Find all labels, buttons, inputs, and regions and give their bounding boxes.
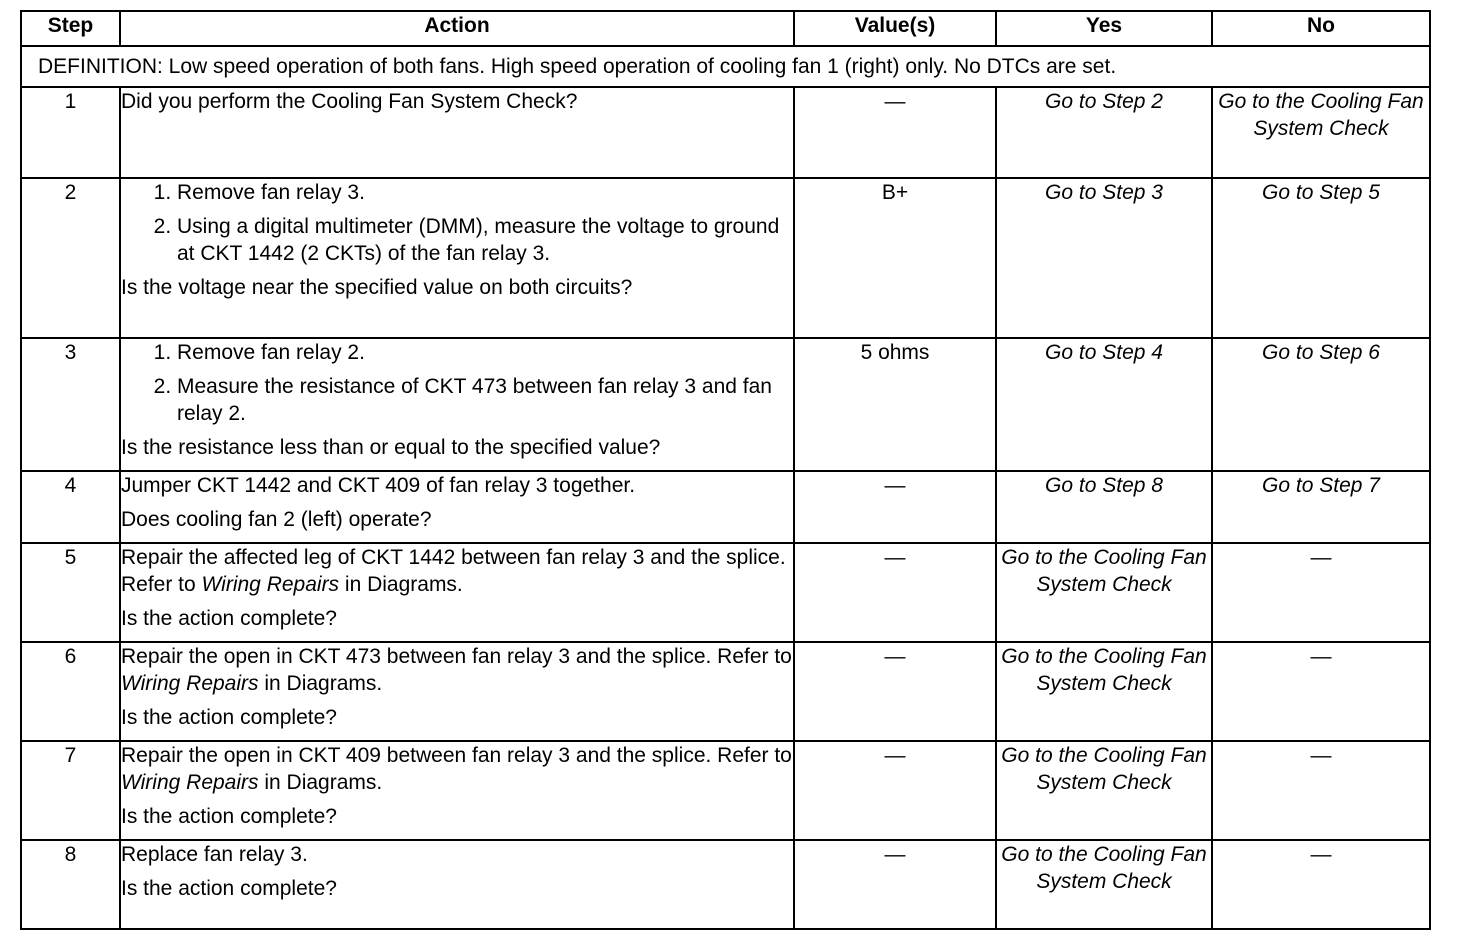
action-cell [120,178,794,338]
action-question: Is the action complete? [121,706,337,729]
no-cell: Go to Step 6 [1212,338,1430,471]
action-question: Is the resistance less than or equal to the specified value? [121,436,661,459]
action-list [121,179,793,267]
action-question: Is the action complete? [121,877,337,900]
header-step: Step [21,11,120,46]
value-cell: — [794,741,996,840]
no-cell: — [1212,543,1430,642]
action-list [121,339,793,427]
action-question: Does cooling fan 2 (left) operate? [121,508,432,531]
action-text: Jumper CKT 1442 and CKT 409 of fan relay 3 together. [121,474,636,497]
table-row [21,741,1430,840]
action-question: Is the action complete? [121,805,337,828]
definition-text: DEFINITION: Low speed operation of both fans. High speed operation of cooling fan 1 (right) only. No DTCs are set. [21,46,1430,87]
definition-row [21,46,1430,87]
step-number: 3 [21,338,120,471]
action-text [121,544,793,598]
yes-cell: Go to the Cooling Fan System Check [996,642,1212,741]
wiring-repairs-ref: Wiring Repairs [121,771,259,794]
value-cell: 5 ohms [794,338,996,471]
action-text [121,742,793,796]
action-text-pre: Repair the open in CKT 473 between fan relay 3 and the splice. Refer to [121,645,792,668]
header-row [21,11,1430,46]
value-cell: — [794,840,996,929]
action-text [121,643,793,697]
action-question: Is the voltage near the specified value on both circuits? [121,276,633,299]
list-item: 2. Using a digital multimeter (DMM), measure the voltage to ground at CKT 1442 (2 CKTs) of the fan relay 3. [177,213,793,267]
wiring-repairs-ref: Wiring Repairs [201,573,340,596]
table-row [21,471,1430,543]
yes-cell: Go to Step 8 [996,471,1212,543]
wiring-repairs-ref: Wiring Repairs [121,672,259,695]
action-cell [120,471,794,543]
list-item: 2. Measure the resistance of CKT 473 between fan relay 3 and fan relay 2. [177,373,793,427]
value-cell: — [794,87,996,178]
no-cell: — [1212,741,1430,840]
action-question: Did you perform the Cooling Fan System Check? [121,90,578,113]
value-cell: — [794,642,996,741]
diagnostic-table [20,10,1431,930]
action-cell [120,840,794,929]
value-cell: — [794,471,996,543]
header-no: No [1212,11,1430,46]
list-item: 1. Remove fan relay 3. [177,179,793,206]
action-text: Replace fan relay 3. [121,843,308,866]
no-cell: — [1212,642,1430,741]
table-row [21,178,1430,338]
action-text-pre: Repair the open in CKT 409 between fan relay 3 and the splice. Refer to [121,744,792,767]
action-cell [120,741,794,840]
value-cell: — [794,543,996,642]
action-cell [120,338,794,471]
step-number: 7 [21,741,120,840]
no-cell: Go to Step 7 [1212,471,1430,543]
table-row [21,338,1430,471]
action-cell [120,87,794,178]
yes-cell: Go to Step 2 [996,87,1212,178]
no-cell: — [1212,840,1430,929]
action-text-pre: Repair the affected leg of CKT 1442 between fan relay 3 and the splice. Refer to [121,546,786,596]
action-cell [120,543,794,642]
step-number: 6 [21,642,120,741]
step-number: 2 [21,178,120,338]
table-row [21,87,1430,178]
yes-cell: Go to Step 3 [996,178,1212,338]
action-text-post: in Diagrams. [258,771,383,794]
table-row [21,642,1430,741]
step-number: 8 [21,840,120,929]
step-number: 4 [21,471,120,543]
header-yes: Yes [996,11,1212,46]
yes-cell: Go to the Cooling Fan System Check [996,543,1212,642]
yes-cell: Go to the Cooling Fan System Check [996,741,1212,840]
table-row [21,543,1430,642]
step-number: 1 [21,87,120,178]
no-cell: Go to the Cooling Fan System Check [1212,87,1430,178]
header-action: Action [120,11,794,46]
yes-cell: Go to the Cooling Fan System Check [996,840,1212,929]
no-cell: Go to Step 5 [1212,178,1430,338]
action-text-post: in Diagrams. [258,672,383,695]
action-question: Is the action complete? [121,607,337,630]
value-cell: B+ [794,178,996,338]
step-number: 5 [21,543,120,642]
table-row [21,840,1430,929]
header-values: Value(s) [794,11,996,46]
list-item: 1. Remove fan relay 2. [177,339,793,366]
action-cell [120,642,794,741]
action-text-post: in Diagrams. [339,573,463,596]
yes-cell: Go to Step 4 [996,338,1212,471]
